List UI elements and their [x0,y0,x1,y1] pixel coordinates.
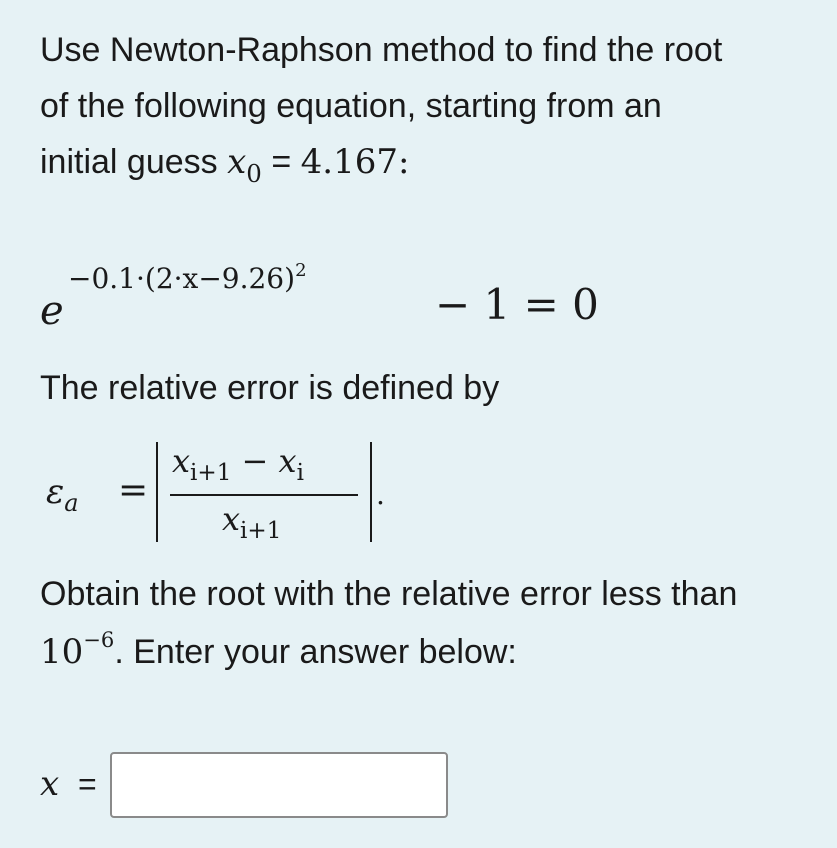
abs-bar-left [156,442,158,542]
numerator-x2: − x [231,442,297,480]
problem-line-1: Use Newton-Raphson method to find the root [40,31,723,69]
instruction-line-2 [40,627,517,674]
initial-guess-label: initial guess [40,143,218,181]
problem-statement [40,22,820,190]
equation-exponent [68,262,307,295]
epsilon-symbol: ε [46,472,65,512]
relative-error-formula [46,436,446,546]
equation [40,250,740,340]
relative-error-symbol [46,472,79,518]
guess-value: 4.167: [300,142,410,182]
formula-equals: = [118,470,149,511]
exponent-power: 2 [295,260,307,281]
equation-rest: − 1 = 0 [435,280,599,329]
answer-input[interactable] [110,752,448,818]
fraction-denominator [222,500,282,545]
guess-equals: = [271,143,292,181]
problem-line-3 [40,134,820,190]
fraction-bar [170,494,358,496]
guess-variable: x [227,142,247,182]
relative-error-intro: The relative error is defined by [40,369,500,407]
guess-subscript: 0 [246,158,262,188]
answer-row [40,752,460,822]
fraction-numerator [172,442,304,487]
denominator-x: x [222,500,241,538]
numerator-sub1: i+1 [190,460,232,487]
abs-bar-right [370,442,372,542]
formula-period: . [376,478,385,511]
problem-line-2: of the following equation, starting from an [40,87,662,125]
tolerance-exponent: −6 [83,627,115,653]
answer-equals: = [78,766,97,802]
instruction-suffix: . Enter your answer below: [114,633,517,671]
epsilon-subscript: a [64,489,79,518]
tolerance-base: 10 [40,632,84,672]
numerator-x1: x [172,442,191,480]
answer-variable: x [40,764,60,804]
instruction-line-1: Obtain the root with the relative error less than [40,575,738,613]
numerator-sub2: i [296,460,304,487]
denominator-sub: i+1 [240,518,282,545]
exponent-expression: −0.1·(2·x−9.26) [68,262,296,295]
equation-base: e [40,288,64,334]
